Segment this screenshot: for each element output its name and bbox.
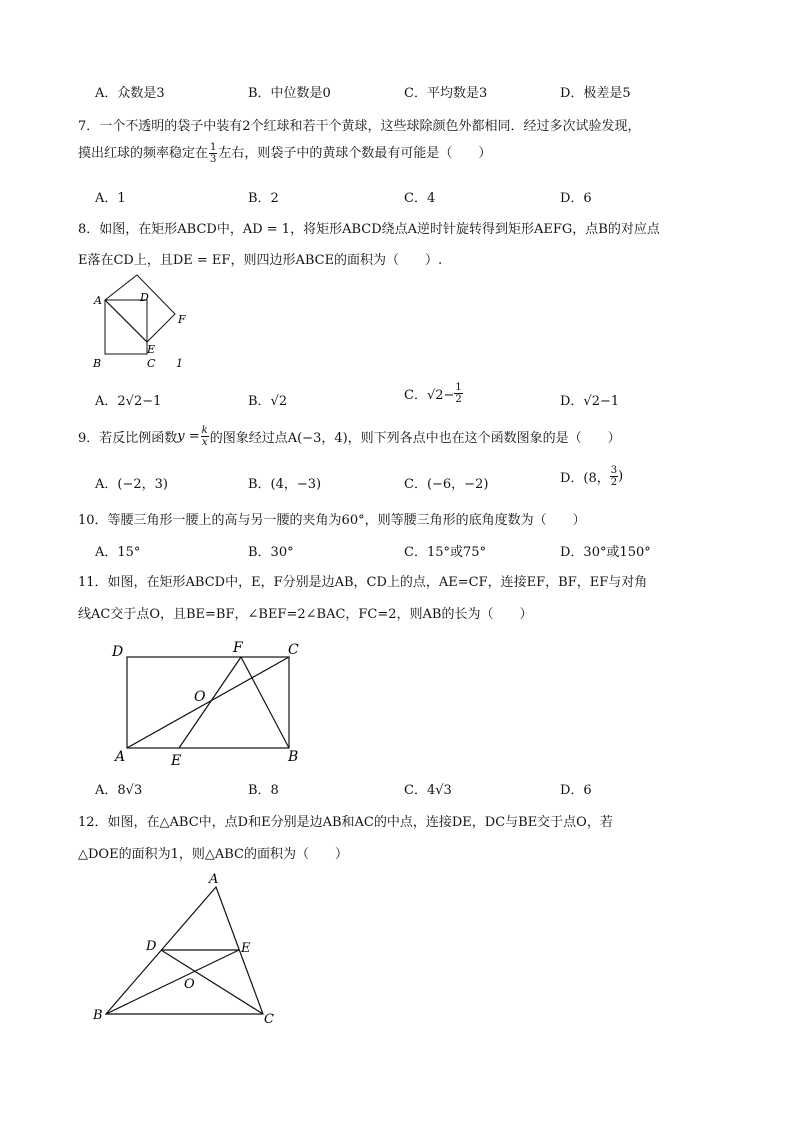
- q10-option-c: C．15°或75°: [404, 545, 487, 560]
- q12-figure: [88, 865, 288, 1030]
- q8-label-c: C: [147, 357, 156, 370]
- q11-option-b: B．8: [248, 783, 279, 798]
- q12-label-c: C: [264, 1012, 274, 1027]
- q8-rectangle-aefg: [105, 275, 175, 342]
- q11-option-a: A．8√3: [95, 783, 143, 798]
- q6-option-a: A．众数是3: [95, 86, 165, 101]
- q6-option-c: C．平均数是3: [404, 86, 488, 101]
- q8-option-c: [404, 382, 463, 405]
- q8-options: [95, 382, 715, 409]
- q8-label-b: B: [93, 357, 102, 370]
- q7-stem-line2: [78, 142, 491, 165]
- q12-label-b: B: [93, 1008, 103, 1023]
- q9-stem: [78, 425, 621, 448]
- q10-option-d: D．30°或150°: [560, 545, 651, 560]
- q10-option-b: B．30°: [248, 545, 294, 560]
- q8-label-d: D: [140, 291, 149, 304]
- q9-option-d: [560, 465, 623, 488]
- q9-option-b: B．(4，−3): [248, 477, 322, 492]
- q8-rectangle-abcd: [105, 300, 147, 354]
- q11-label-o: O: [194, 689, 206, 705]
- q11-label-d: D: [112, 644, 124, 660]
- q9-options: [95, 465, 715, 492]
- q11-option-d: D．6: [560, 783, 592, 798]
- q7-fraction: [209, 142, 217, 165]
- q8-label-a: A: [94, 294, 102, 307]
- q12-label-d: D: [146, 939, 157, 954]
- q12-stem-line1: 12．如图，在△ABC中，点D和E分别是边AB和AC的中点，连接DE，DC与BE交于点O，若: [78, 815, 613, 830]
- q12-label-o: O: [184, 977, 195, 992]
- q11-option-c: C．4√3: [404, 783, 452, 798]
- q11-label-c: C: [288, 642, 299, 658]
- q9-option-d-text: D．(8，: [560, 471, 610, 486]
- q7-options: [95, 187, 715, 205]
- q9-frac-num: k: [201, 425, 208, 436]
- q7-option-a: A．1: [95, 191, 126, 206]
- q7-frac-den: 3: [210, 154, 217, 165]
- q7-option-b: B．2: [248, 191, 279, 206]
- q7-option-c: C．4: [404, 191, 436, 206]
- q10-option-a: A．15°: [95, 545, 141, 560]
- q8-option-c-num: 1: [455, 382, 462, 393]
- q12-stem-line2: △DOE的面积为1，则△ABC的面积为（ ）: [78, 847, 348, 862]
- q9-option-c: C．(−6，−2): [404, 477, 489, 492]
- q7-option-d: D．6: [560, 191, 592, 206]
- q8-stem-line1: 8．如图，在矩形ABCD中，AD = 1，将矩形ABCD绕点A逆时针旋转得到矩形AEFG，点B的对应点: [78, 222, 660, 237]
- q10-options: [95, 541, 715, 559]
- q7-frac-num: 1: [210, 142, 217, 153]
- q9-stem-part-b: 的图象经过点A(−3，4)，则下列各点中也在这个函数图象的是（ ）: [209, 431, 621, 446]
- q9-func-y: y =: [177, 429, 200, 444]
- q8-option-c-den: 2: [455, 394, 462, 405]
- q8-label-f: F: [178, 313, 186, 326]
- q8-option-b: B．√2: [248, 394, 288, 409]
- q11-label-a: A: [115, 749, 126, 765]
- q7-stem-part-b: 左右，则袋子中的黄球个数最有可能是（ ）: [218, 146, 492, 161]
- q8-option-c-fraction: [454, 382, 462, 405]
- q9-frac-den: x: [201, 437, 208, 448]
- q8-stem-line2: E落在CD上，且DE = EF，则四边形ABCE的面积为（ ）.: [78, 253, 443, 268]
- q9-option-a: A．(−2，3): [95, 477, 168, 492]
- q6-option-d: D．极差是5: [560, 86, 631, 101]
- q8-option-a: A．2√2−1: [95, 394, 162, 409]
- q11-options: [95, 779, 715, 797]
- q11-label-f: F: [233, 640, 243, 656]
- q9-stem-part-a: 9．若反比例函数: [78, 431, 178, 446]
- q9-option-d-fraction: [610, 465, 618, 488]
- q8-label-1: 1: [176, 357, 183, 370]
- q9-option-d-close: ): [618, 469, 624, 484]
- q12-label-e: E: [241, 941, 251, 956]
- q11-stem-line1: 11．如图，在矩形ABCD中，E，F分别是边AB，CD上的点，AE=CF，连接EF，BF，EF与对角: [78, 575, 648, 590]
- q11-label-e: E: [171, 753, 182, 769]
- q8-label-e: E: [147, 343, 156, 356]
- q8-option-c-text: C．√2−: [404, 388, 455, 403]
- q11-label-b: B: [288, 749, 299, 765]
- q7-stem-line1: 7．一个不透明的袋子中装有2个红球和若干个黄球，这些球除颜色外都相同．经过多次试验发现，: [78, 119, 641, 134]
- q11-stem-line2: 线AC交于点O，且BE=BF，∠BEF=2∠BAC，FC=2，则AB的长为（ ）: [78, 607, 533, 622]
- q9-option-d-num: 3: [610, 465, 618, 476]
- q12-segment-be: [106, 950, 239, 1014]
- q8-figure: [90, 272, 200, 377]
- q8-segment-ae: [105, 300, 147, 342]
- q9-option-d-den: 2: [610, 477, 618, 488]
- q7-stem-part-a: 摸出红球的频率稳定在: [78, 146, 209, 161]
- q11-segment-ef: [179, 657, 241, 748]
- q8-option-d: D．√2−1: [560, 394, 620, 409]
- q6-options: [95, 82, 715, 100]
- q12-segment-dc: [161, 950, 263, 1014]
- q9-fraction: [201, 425, 209, 448]
- q6-option-b: B．中位数是0: [248, 86, 331, 101]
- q12-label-a: A: [209, 872, 219, 887]
- q11-figure: [105, 632, 320, 772]
- q10-stem: 10．等腰三角形一腰上的高与另一腰的夹角为60°，则等腰三角形的底角度数为（ ）: [78, 513, 586, 528]
